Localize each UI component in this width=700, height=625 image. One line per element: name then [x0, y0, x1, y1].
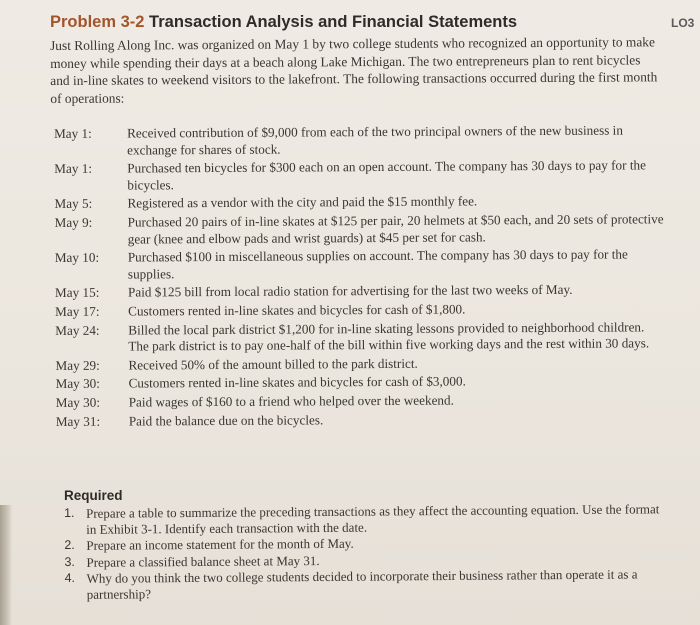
problem-title	[50, 13, 517, 32]
transaction-text: Billed the local park district $1,200 for in-line skating lessons provided to neighborhood children. The park district is to pay one-half of the bill within five working days and the rest within 30 days.	[128, 318, 650, 354]
required-item-number: 1.	[64, 505, 75, 520]
transaction-date: May 17:	[55, 303, 100, 319]
transaction-item	[56, 373, 666, 393]
required-list	[64, 501, 663, 603]
transaction-text: Purchased $100 in miscellaneous supplies on account. The company has 30 days to pay for the supplies.	[127, 246, 628, 282]
required-item	[65, 567, 663, 603]
page-binding-edge	[0, 505, 12, 625]
transaction-text: Customers rented in-line skates and bicycles for cash of $1,800.	[128, 301, 466, 319]
transaction-text: Registered as a vendor with the city and paid the $15 monthly fee.	[127, 193, 478, 211]
transaction-item	[54, 157, 664, 194]
required-item-number: 4.	[64, 571, 76, 586]
transaction-item	[55, 300, 665, 320]
transaction-item	[55, 246, 665, 283]
transaction-date: May 30:	[55, 376, 100, 392]
transaction-text: Received 50% of the amount billed to the park district.	[128, 355, 418, 373]
problem-intro: Just Rolling Along Inc. was organized on May 1 by two college students who recognized an opportunity to make money while spending their days at a beach along Lake Michigan. The two entrepreneurs plan to rent bicycles and in-line skates to weekend visitors to the lakefront. The following transactions occurred during the first month of operations:	[50, 34, 658, 106]
transaction-date: May 29:	[55, 357, 100, 373]
transaction-text: Paid the balance due on the bicycles.	[128, 411, 324, 429]
required-heading: Required	[64, 488, 123, 503]
required-item-text: Prepare a classified balance sheet at May 31.	[86, 552, 320, 570]
transaction-date: May 9:	[54, 214, 93, 230]
transaction-text: Paid $125 bill from local radio station for advertising for the last two weeks of May.	[127, 282, 573, 300]
transaction-date: May 30:	[55, 394, 101, 410]
transaction-date: May 1:	[54, 125, 92, 141]
transaction-date: May 24:	[55, 322, 100, 338]
required-item-number: 2.	[64, 538, 75, 553]
transaction-item	[54, 193, 664, 213]
transaction-item	[55, 282, 665, 302]
transaction-item	[56, 410, 666, 430]
required-item-text: Prepare a table to summarize the preceding transactions as they affect the accounting equation. Use the format in Exhibit 3-1. Identify each transaction with the date.	[85, 501, 660, 537]
transaction-text: Purchased 20 pairs of in-line skates at $125 per pair, 20 helmets at $50 each, and 20 sets of protective gear (knee and elbow pads and wrist guards) at $45 per set for cash.	[127, 211, 664, 247]
transaction-date: May 10:	[54, 249, 100, 266]
required-item-number: 3.	[64, 554, 75, 569]
transaction-item	[55, 354, 665, 374]
transaction-date: May 31:	[55, 413, 101, 429]
transaction-list	[54, 122, 666, 432]
transaction-date: May 15:	[54, 285, 100, 301]
learning-objective-tag: LO3	[671, 16, 695, 30]
transaction-date: May 1:	[54, 160, 93, 177]
transaction-text: Paid wages of $160 to a friend who helped over the weekend.	[128, 392, 454, 410]
transaction-text: Customers rented in-line skates and bicycles for cash of $3,000.	[128, 373, 466, 391]
transaction-item	[55, 211, 665, 248]
transaction-item	[55, 319, 665, 356]
problem-number: Problem 3-2	[50, 13, 145, 31]
transaction-text: Purchased ten bicycles for $300 each on an open account. The company has 30 days to pay for the bicycles.	[127, 157, 646, 193]
transaction-item	[54, 122, 664, 159]
transaction-item	[56, 391, 666, 411]
transaction-text: Received contribution of $9,000 from each of the two principal owners of the new business in exchange for shares of stock.	[126, 122, 623, 158]
problem-title-text: Transaction Analysis and Financial Statements	[149, 13, 518, 31]
transaction-date: May 5:	[54, 196, 93, 212]
required-item	[64, 501, 662, 537]
required-item-text: Prepare an income statement for the month of May.	[86, 535, 354, 554]
required-item-text: Why do you think the two college students decided to incorporate their business rather than operate it as a partnership?	[86, 566, 638, 602]
